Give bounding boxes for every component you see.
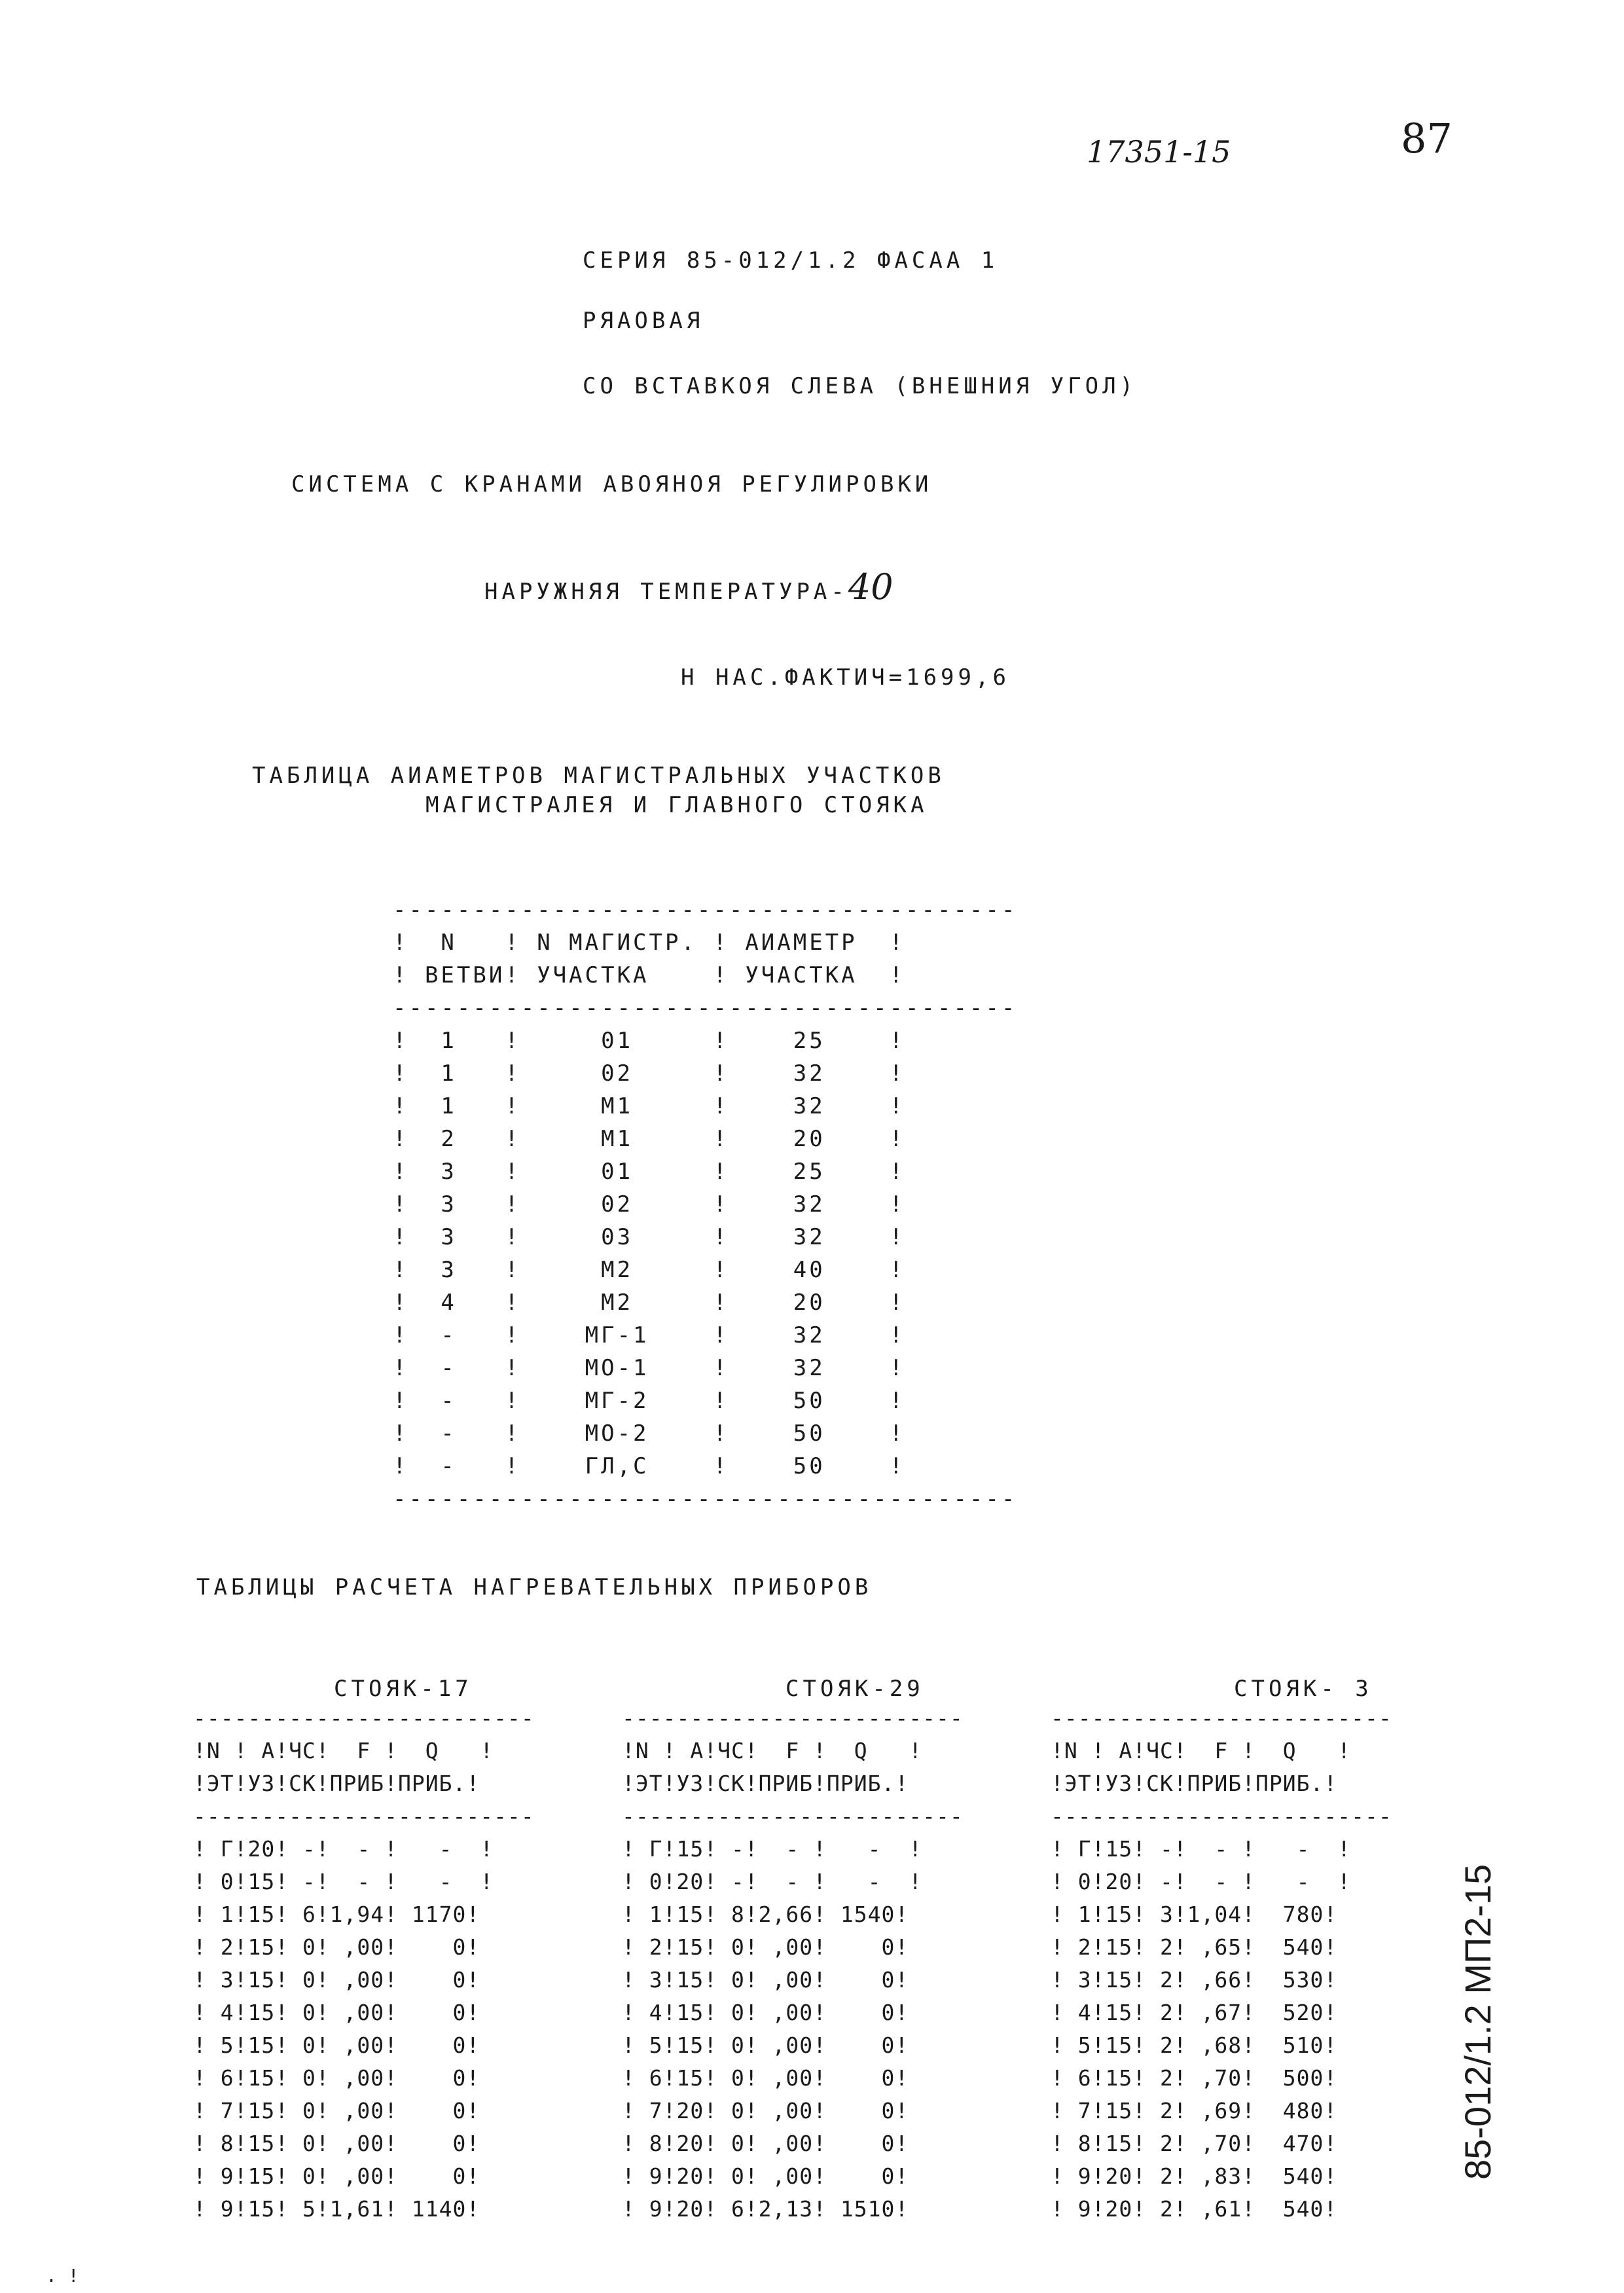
riser-29-title: СТОЯК-29 [785, 1676, 924, 1702]
table-row: --------------------------------------- [393, 897, 1018, 923]
table-row: ! - ! МГ-1 ! 32 ! [393, 1322, 906, 1348]
pressure-value: Н НАС.ФАКТИЧ=1699,6 [681, 664, 1010, 691]
table-row: --------------------------------------- [393, 1486, 1018, 1512]
table-row: ! Г!15! -! - ! - ! [1051, 1836, 1352, 1862]
outdoor-temperature [484, 566, 893, 607]
table-row: ! 0!20! -! - ! - ! [1051, 1869, 1352, 1894]
system-title: СИСТЕМА С КРАНАМИ АВОЯНОЯ РЕГУЛИРОВКИ [291, 471, 933, 497]
table-row: ! ВЕТВИ! УЧАСТКА ! УЧАСТКА ! [393, 962, 906, 988]
riser-3-table [1051, 1702, 1392, 2226]
footer-mark: . ! [46, 2265, 79, 2286]
table-row: ! 5!15! 0! ,00! 0! [622, 2032, 909, 2058]
table-row: ! 2!15! 0! ,00! 0! [622, 1934, 909, 1960]
table-row: ! 9!15! 5!1,61! 1140! [193, 2196, 480, 2222]
table-row: ! 3 ! М2 ! 40 ! [393, 1257, 906, 1283]
table-row: !N ! А!ЧС! F ! Q ! [622, 1738, 923, 1763]
table-row: ! 6!15! 0! ,00! 0! [622, 2065, 909, 2091]
table-row: ! 8!15! 2! ,70! 470! [1051, 2131, 1338, 2156]
table-row: --------------------------------------- [393, 995, 1018, 1021]
table-row: ! 1!15! 3!1,04! 780! [1051, 1902, 1338, 1927]
table-row: ! 4!15! 0! ,00! 0! [193, 2000, 480, 2025]
table-row: !N ! А!ЧС! F ! Q ! [1051, 1738, 1352, 1763]
side-stamp: 85-012/1.2 МП2-15 [1457, 1864, 1498, 2180]
temperature-value: 40 [848, 566, 893, 607]
table-row: ! 0!15! -! - ! - ! [193, 1869, 494, 1894]
table-row: ! 4!15! 0! ,00! 0! [622, 2000, 909, 2025]
table-row: ! 9!20! 6!2,13! 1510! [622, 2196, 909, 2222]
table-row: ! 0!20! -! - ! - ! [622, 1869, 923, 1894]
table-row: ! 2!15! 0! ,00! 0! [193, 1934, 480, 1960]
table-row: ! 6!15! 2! ,70! 500! [1051, 2065, 1338, 2091]
table-row: ! 6!15! 0! ,00! 0! [193, 2065, 480, 2091]
table-row: ------------------------- [1051, 1705, 1392, 1731]
table-row: !ЭТ!УЗ!СК!ПРИБ!ПРИБ.! [193, 1771, 480, 1796]
table-row: ! 4 ! М2 ! 20 ! [393, 1290, 906, 1316]
table-row: ------------------------- [622, 1803, 964, 1829]
document-number: 17351-15 [1087, 134, 1231, 170]
table-row: ! 7!20! 0! ,00! 0! [622, 2098, 909, 2123]
table-row: ! - ! МО-2 ! 50 ! [393, 1420, 906, 1447]
table-row: ! - ! МО-1 ! 32 ! [393, 1355, 906, 1381]
diameters-table-title-1: ТАБЛИЦА АИАМЕТРОВ МАГИСТРАЛЬНЫХ УЧАСТКОВ [252, 763, 945, 789]
table-row: ! 9!20! 0! ,00! 0! [622, 2163, 909, 2189]
table-row: ! 7!15! 2! ,69! 480! [1051, 2098, 1338, 2123]
table-row: ! Г!15! -! - ! - ! [622, 1836, 923, 1862]
table-row: ! 8!15! 0! ,00! 0! [193, 2131, 480, 2156]
table-row: ! 1 ! М1 ! 32 ! [393, 1093, 906, 1119]
temperature-label: НАРУЖНЯЯ ТЕМПЕРАТУРА- [484, 579, 848, 605]
table-row: ! 3!15! 0! ,00! 0! [622, 1967, 909, 1993]
table-row: ! 9!20! 2! ,61! 540! [1051, 2196, 1338, 2222]
table-row: ! Г!20! -! - ! - ! [193, 1836, 494, 1862]
table-row: ------------------------- [193, 1705, 535, 1731]
table-row: ! 9!15! 0! ,00! 0! [193, 2163, 480, 2189]
table-row: ! N ! N МАГИСТР. ! АИАМЕТР ! [393, 930, 906, 956]
table-row: ! 1 ! 01 ! 25 ! [393, 1028, 906, 1054]
riser-17-table [193, 1702, 535, 2226]
table-row: ! 3 ! 01 ! 25 ! [393, 1159, 906, 1185]
table-row: ! - ! МГ-2 ! 50 ! [393, 1388, 906, 1414]
table-row: !ЭТ!УЗ!СК!ПРИБ!ПРИБ.! [1051, 1771, 1338, 1796]
riser-17-title: СТОЯК-17 [334, 1676, 473, 1702]
table-row: ! 1!15! 6!1,94! 1170! [193, 1902, 480, 1927]
table-row: !ЭТ!УЗ!СК!ПРИБ!ПРИБ.! [622, 1771, 909, 1796]
table-row: ! 1 ! 02 ! 32 ! [393, 1060, 906, 1087]
table-row: ! 3 ! 02 ! 32 ! [393, 1191, 906, 1218]
table-row: ! 9!20! 2! ,83! 540! [1051, 2163, 1338, 2189]
table-row: ! 7!15! 0! ,00! 0! [193, 2098, 480, 2123]
riser-3-title: СТОЯК- 3 [1234, 1676, 1373, 1702]
table-row: ! 3!15! 2! ,66! 530! [1051, 1967, 1338, 1993]
devices-section-title: ТАБЛИЦЫ РАСЧЕТА НАГРЕВАТЕЛЬНЫХ ПРИБОРОВ [196, 1574, 873, 1600]
table-row: ------------------------- [1051, 1803, 1392, 1829]
page-number: 87 [1401, 115, 1453, 162]
table-row: ! 3!15! 0! ,00! 0! [193, 1967, 480, 1993]
insert-description: СО ВСТАВКОЯ СЛЕВА (ВНЕШНИЯ УГОЛ) [583, 373, 1138, 399]
table-row: ------------------------- [193, 1803, 535, 1829]
diameters-table [393, 894, 1017, 1515]
table-row: ! 2 ! М1 ! 20 ! [393, 1126, 906, 1152]
table-row: ! 4!15! 2! ,67! 520! [1051, 2000, 1338, 2025]
series-title: СЕРИЯ 85-012/1.2 ФАСАА 1 [583, 247, 999, 274]
table-row: ! 8!20! 0! ,00! 0! [622, 2131, 909, 2156]
table-row: ------------------------- [622, 1705, 964, 1731]
diameters-table-title-2: МАГИСТРАЛЕЯ И ГЛАВНОГО СТОЯКА [425, 792, 928, 818]
table-row: ! 5!15! 2! ,68! 510! [1051, 2032, 1338, 2058]
table-row: ! - ! ГЛ,С ! 50 ! [393, 1453, 906, 1479]
table-row: ! 1!15! 8!2,66! 1540! [622, 1902, 909, 1927]
table-row: ! 2!15! 2! ,65! 540! [1051, 1934, 1338, 1960]
riser-29-table [622, 1702, 964, 2226]
building-type: РЯАОВАЯ [583, 308, 704, 334]
table-row: !N ! А!ЧС! F ! Q ! [193, 1738, 494, 1763]
table-row: ! 5!15! 0! ,00! 0! [193, 2032, 480, 2058]
table-row: ! 3 ! 03 ! 32 ! [393, 1224, 906, 1250]
